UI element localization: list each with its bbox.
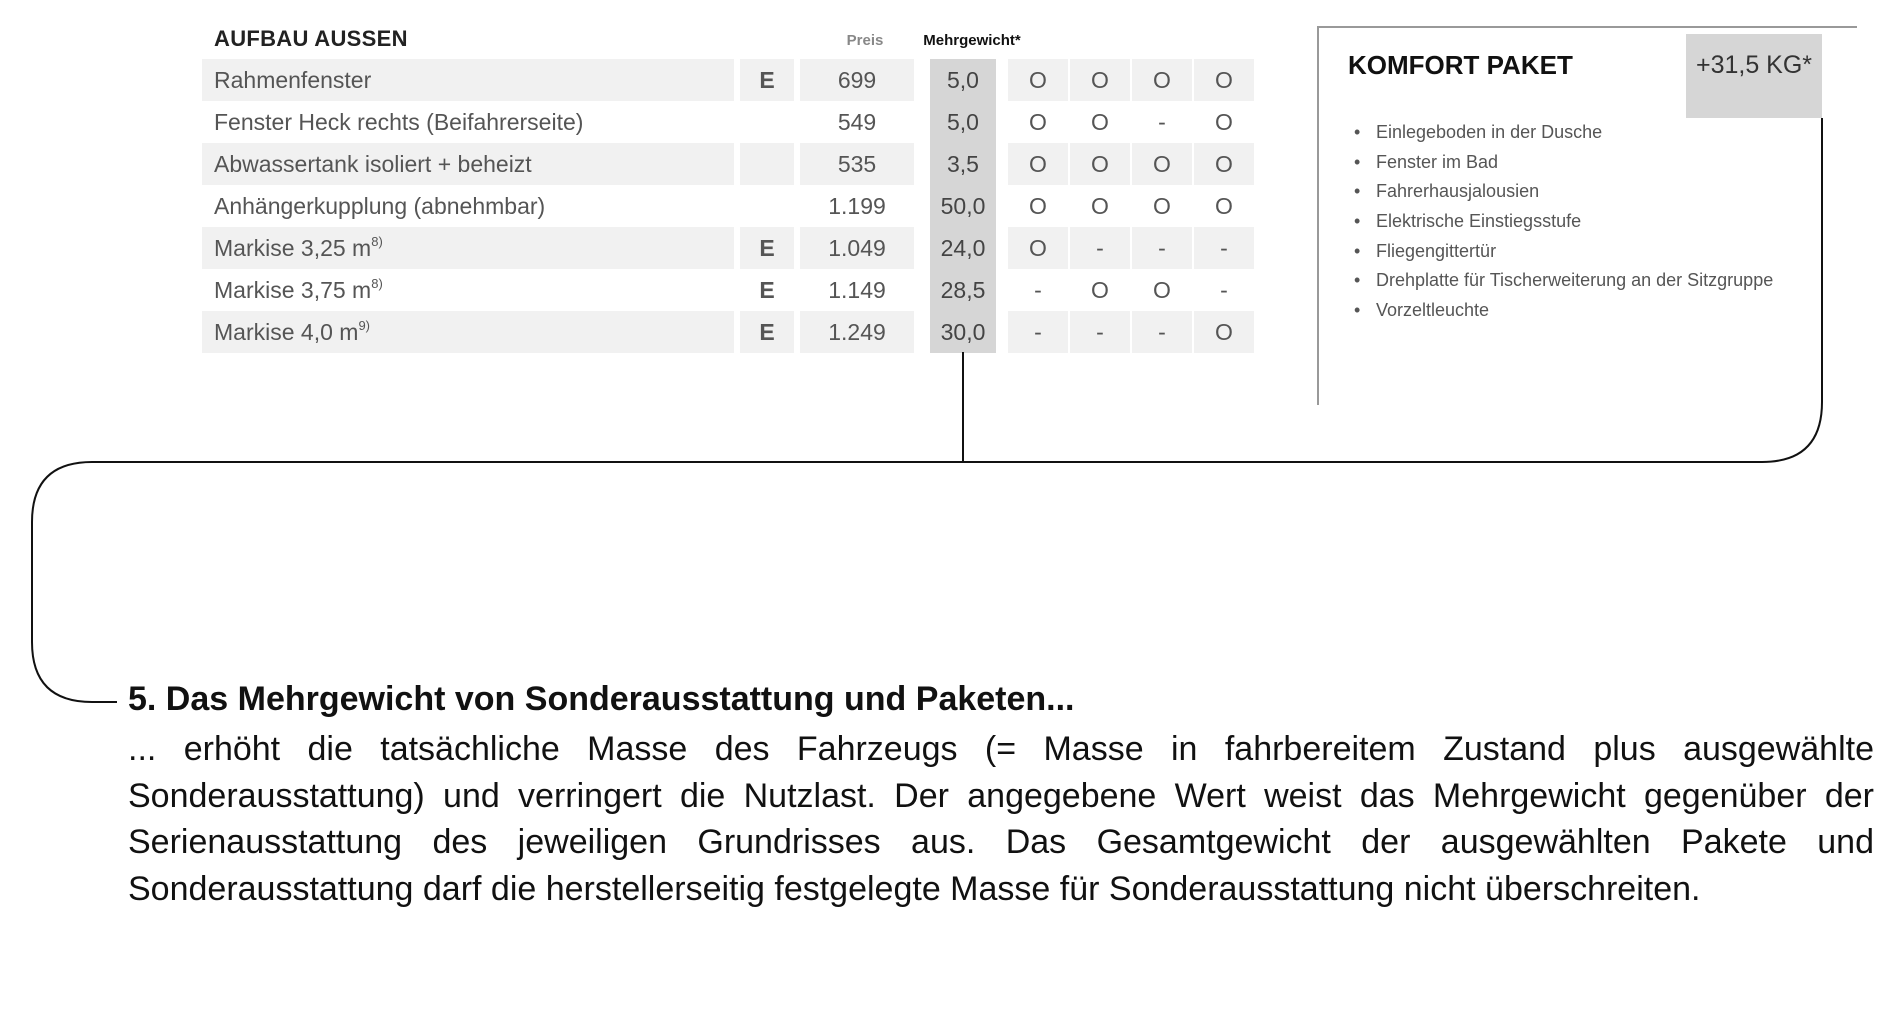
list-item: • Fliegengittertür xyxy=(1350,237,1773,267)
note-paragraph: ... erhöht die tatsächliche Masse des Fahrzeugs (= Masse in fahrbereitem Zustand plus ausgewählte Sonderausstattung) und verringert die Nutzlast. Der angegebene Wert weist das Mehrgewicht gegenüber der Serienausstattung des jeweiligen Grundrisses aus. Das Gesamtgewicht der ausgewählten Pakete und Sonderausstattung darf die herstellerseitig festgelegte Masse für Sonderausstattung nicht überschreiten. xyxy=(128,730,1874,908)
bracket-connector xyxy=(32,118,1822,702)
model-2-mark: O xyxy=(1091,277,1109,303)
model-3-mark: O xyxy=(1153,277,1171,303)
list-item: • Einlegeboden in der Dusche xyxy=(1350,118,1773,148)
option-weight: 30,0 xyxy=(930,311,996,353)
model-1-mark: - xyxy=(1008,311,1068,353)
footnote-marker: 8) xyxy=(371,234,383,249)
list-item: • Elektrische Einstiegsstufe xyxy=(1350,207,1773,237)
weight-column-header: Mehrgewicht* xyxy=(923,32,1021,49)
model-2-mark: O xyxy=(1070,59,1130,101)
footnote-marker: 8) xyxy=(371,276,383,291)
model-2-mark: - xyxy=(1070,227,1130,269)
list-item: • Fahrerhausjalousien xyxy=(1350,177,1773,207)
option-name-text: Fenster Heck rechts (Beifahrerseite) xyxy=(214,109,584,135)
option-price: 535 xyxy=(800,143,914,185)
model-4-mark: O xyxy=(1215,109,1233,135)
option-weight: 28,5 xyxy=(930,269,996,311)
model-2-mark: O xyxy=(1091,109,1109,135)
model-1-mark: O xyxy=(1008,143,1068,185)
model-1-mark: O xyxy=(1008,59,1068,101)
model-3-mark: - xyxy=(1158,109,1166,135)
option-weight: 3,5 xyxy=(930,143,996,185)
model-4-mark: O xyxy=(1194,143,1254,185)
model-1-mark: O xyxy=(1029,109,1047,135)
model-1-mark: O xyxy=(1008,227,1068,269)
option-price: 1.049 xyxy=(800,227,914,269)
model-3-mark: - xyxy=(1132,311,1192,353)
option-name-text: Rahmenfenster xyxy=(214,67,372,93)
model-4-mark: - xyxy=(1220,277,1228,303)
komfort-box-frame xyxy=(1318,27,1857,405)
option-price: 1.249 xyxy=(800,311,914,353)
table-title: AUFBAU AUSSEN xyxy=(214,26,408,51)
price-column-header: Preis xyxy=(846,32,884,49)
model-2-mark: - xyxy=(1070,311,1130,353)
komfort-title: KOMFORT PAKET xyxy=(1348,50,1573,80)
komfort-weight-badge: +31,5 KG* xyxy=(1686,34,1822,118)
option-price: 1.199 xyxy=(828,193,886,219)
model-1-mark: - xyxy=(1034,277,1042,303)
model-3-mark: O xyxy=(1132,59,1192,101)
note-heading: 5. Das Mehrgewicht von Sonderausstattung und Paketen... xyxy=(128,680,1075,718)
model-2-mark: O xyxy=(1091,193,1109,219)
option-name-text: Markise 3,75 m xyxy=(214,277,372,303)
option-weight: 5,0 xyxy=(930,101,996,143)
model-4-mark: O xyxy=(1215,193,1233,219)
option-price: 1.149 xyxy=(828,277,886,303)
option-name-text: Markise 4,0 m xyxy=(214,319,359,345)
list-item: • Vorzeltleuchte xyxy=(1350,296,1773,326)
option-e-flag: E xyxy=(740,311,794,353)
list-item: • Drehplatte für Tischerweiterung an der Sitzgruppe xyxy=(1350,266,1773,296)
model-3-mark: O xyxy=(1153,193,1171,219)
option-weight: 24,0 xyxy=(930,227,996,269)
option-e-flag: E xyxy=(740,59,794,101)
model-3-mark: - xyxy=(1132,227,1192,269)
footnote-marker: 9) xyxy=(358,318,370,333)
model-4-mark: - xyxy=(1194,227,1254,269)
option-weight: 5,0 xyxy=(930,59,996,101)
option-weight: 50,0 xyxy=(930,185,996,227)
option-price: 699 xyxy=(800,59,914,101)
model-3-mark: O xyxy=(1132,143,1192,185)
model-4-mark: O xyxy=(1194,311,1254,353)
list-item: • Fenster im Bad xyxy=(1350,148,1773,178)
option-e-flag: E xyxy=(740,227,794,269)
option-name-text: Abwassertank isoliert + beheizt xyxy=(214,151,532,177)
option-name-text: Markise 3,25 m xyxy=(214,235,372,261)
model-1-mark: O xyxy=(1029,193,1047,219)
model-4-mark: O xyxy=(1194,59,1254,101)
option-price: 549 xyxy=(837,109,877,135)
model-2-mark: O xyxy=(1070,143,1130,185)
option-e-flag: E xyxy=(759,277,775,303)
option-name-text: Anhängerkupplung (abnehmbar) xyxy=(214,193,546,219)
